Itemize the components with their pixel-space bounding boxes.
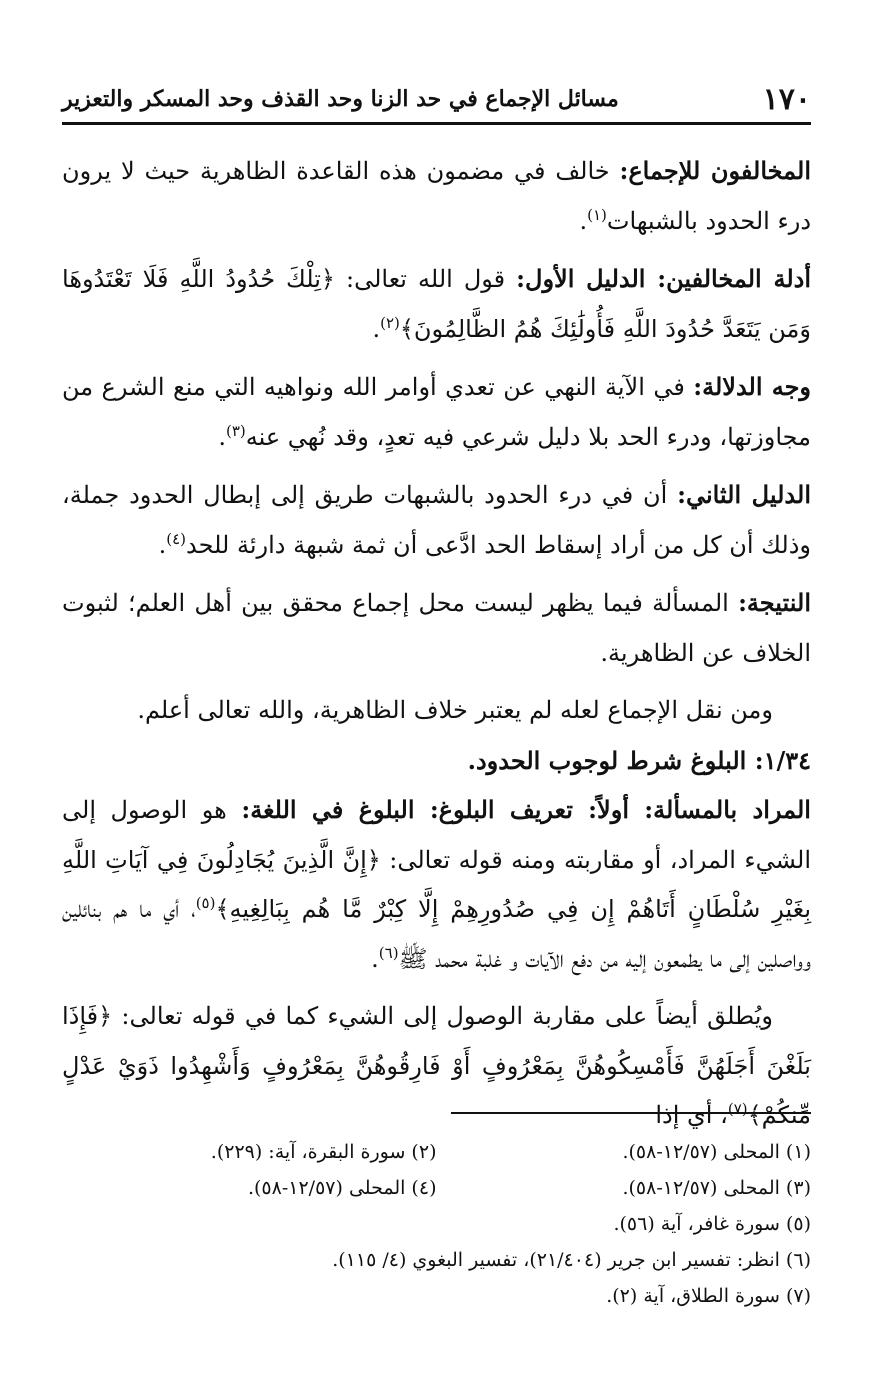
footnote-ref: (١): [587, 205, 607, 224]
footnote-7: (٧) سورة الطلاق، آية (٢).: [606, 1285, 811, 1307]
footnote-5: (٥) سورة غافر، آية (٥٦).: [613, 1213, 811, 1235]
footnote-row: [62, 1134, 811, 1170]
paragraph-text: في الآية النهي عن تعدي أوامر الله ونواهيه التي منع الشرع من مجاوزتها، ودرء الحد بلا دليل شرعي فيه تعدٍ، وقد نُهي عنه: [62, 373, 811, 451]
paragraph-lead: المخالفون للإجماع:: [619, 156, 812, 185]
paragraph-text: المسألة فيما يظهر ليست محل إجماع محقق بين أهل العلم؛ لثبوت الخلاف عن الظاهرية.: [62, 589, 811, 667]
paragraph-text: قول الله تعالى:: [334, 265, 517, 293]
footnote-row: [62, 1170, 811, 1206]
paragraph-end: .: [218, 422, 226, 451]
paragraph-second-evidence: [62, 470, 811, 570]
paragraph-closing: ومن نقل الإجماع لعله لم يعتبر خلاف الظاهرية، والله تعالى أعلم.: [137, 696, 773, 724]
footnote-4: (٤) المحلى (١٢/٥٧-٥٨).: [247, 1177, 437, 1199]
quran-verse: ﴿تِلْكَ حُدُودُ اللَّهِ فَلَا تَعْتَدُوهَا وَمَن يَتَعَدَّ حُدُودَ اللَّهِ فَأُولَٰئِكَ هُمُ الظَّالِمُونَ﴾: [62, 265, 811, 343]
page-number: ١٧٠: [762, 81, 811, 117]
footnote-1: (١) المحلى (١٢/٥٧-٥٨).: [622, 1141, 811, 1163]
paragraph-text: ، أي ما هم بنائلين وواصلين إلى ما يطمعون إليه من دفع الآيات و غلبة محمد ﷺ: [62, 895, 811, 973]
footnote-ref: (٣): [225, 421, 246, 440]
quran-verse: ﴿فَإِذَا بَلَغْنَ أَجَلَهُنَّ فَأَمْسِكُوهُنَّ بِمَعْرُوفٍ أَوْ فَارِقُوهُنَّ بِمَعْرُوفٍ وَأَشْهِدُوا ذَوَيْ عَدْلٍ مِّنكُمْ﴾: [62, 1002, 811, 1129]
paragraph-text: ، أي إذا: [655, 1101, 728, 1129]
paragraph-result: [62, 578, 811, 678]
footnote-ref: (٦): [378, 943, 399, 962]
footnote-2: (٢) سورة البقرة، آية: (٢٢٩).: [210, 1141, 437, 1163]
paragraph-text: هو الوصول إلى الشيء المراد، أو مقاربته ومنه قوله تعالى:: [62, 796, 812, 874]
paragraph-definition: [62, 785, 811, 984]
paragraph-usage: [62, 992, 811, 1141]
paragraph-first-evidence: [62, 254, 811, 354]
main-text: [62, 146, 811, 1141]
paragraph-text: خالف في مضمون هذه القاعدة الظاهرية حيث لا يرون درء الحدود بالشبهات: [62, 157, 811, 235]
footnote-ref: (٢): [380, 313, 400, 332]
footnote-separator: [451, 1112, 811, 1114]
paragraph-lead: وجه الدلالة:: [693, 372, 811, 401]
footnote-ref: (٥): [195, 894, 216, 912]
paragraph-lead: المراد بالمسألة: أولاً: تعريف البلوغ: البلوغ في اللغة:: [241, 795, 811, 824]
paragraph-text: أن في درء الحدود بالشبهات طريق إلى إبطال الحدود جملة، وذلك أن كل من أراد إسقاط الحد ادَّعى أن ثمة شبهة دارئة للحد: [62, 481, 811, 559]
running-title: مسائل الإجماع في حد الزنا وحد القذف وحد المسكر والتعزير: [62, 86, 619, 112]
quran-verse: ﴿إِنَّ الَّذِينَ يُجَادِلُونَ فِي آيَاتِ اللَّهِ بِغَيْرِ سُلْطَانٍ أَتَاهُمْ إِن فِي صُدُورِهِمْ إِلَّا كِبْرٌ مَّا هُم بِبَالِغِيهِ﴾: [62, 845, 811, 923]
section-heading: ١/٣٤: البلوغ شرط لوجوب الحدود.: [467, 745, 811, 775]
footnote-ref: (٤): [166, 529, 186, 548]
paragraph-text: ويُطلق أيضاً على مقاربة الوصول إلى الشيء كما في قوله تعالى:: [112, 1002, 773, 1030]
paragraph-lead: الدليل الثاني:: [677, 480, 811, 509]
paragraph-end: .: [158, 530, 167, 559]
paragraph-end: .: [579, 206, 588, 235]
paragraph-end: .: [371, 944, 379, 973]
paragraph-lead: أدلة المخالفين: الدليل الأول:: [516, 264, 812, 293]
paragraph-lead: النتيجة:: [738, 588, 811, 617]
footnote-3: (٣) المحلى (١٢/٥٧-٥٨).: [622, 1177, 811, 1199]
paragraph-indication: [62, 362, 811, 462]
footnote-6: (٦) انظر: تفسير ابن جرير (٢١/٤٠٤)، تفسير البغوي (٤/ ١١٥).: [332, 1249, 811, 1271]
footnote-ref: (٧): [727, 1100, 748, 1118]
paragraph-end: .: [372, 314, 381, 343]
footnotes: [62, 1134, 811, 1314]
paragraph-opponents: [62, 146, 811, 246]
page-header: [62, 76, 811, 125]
